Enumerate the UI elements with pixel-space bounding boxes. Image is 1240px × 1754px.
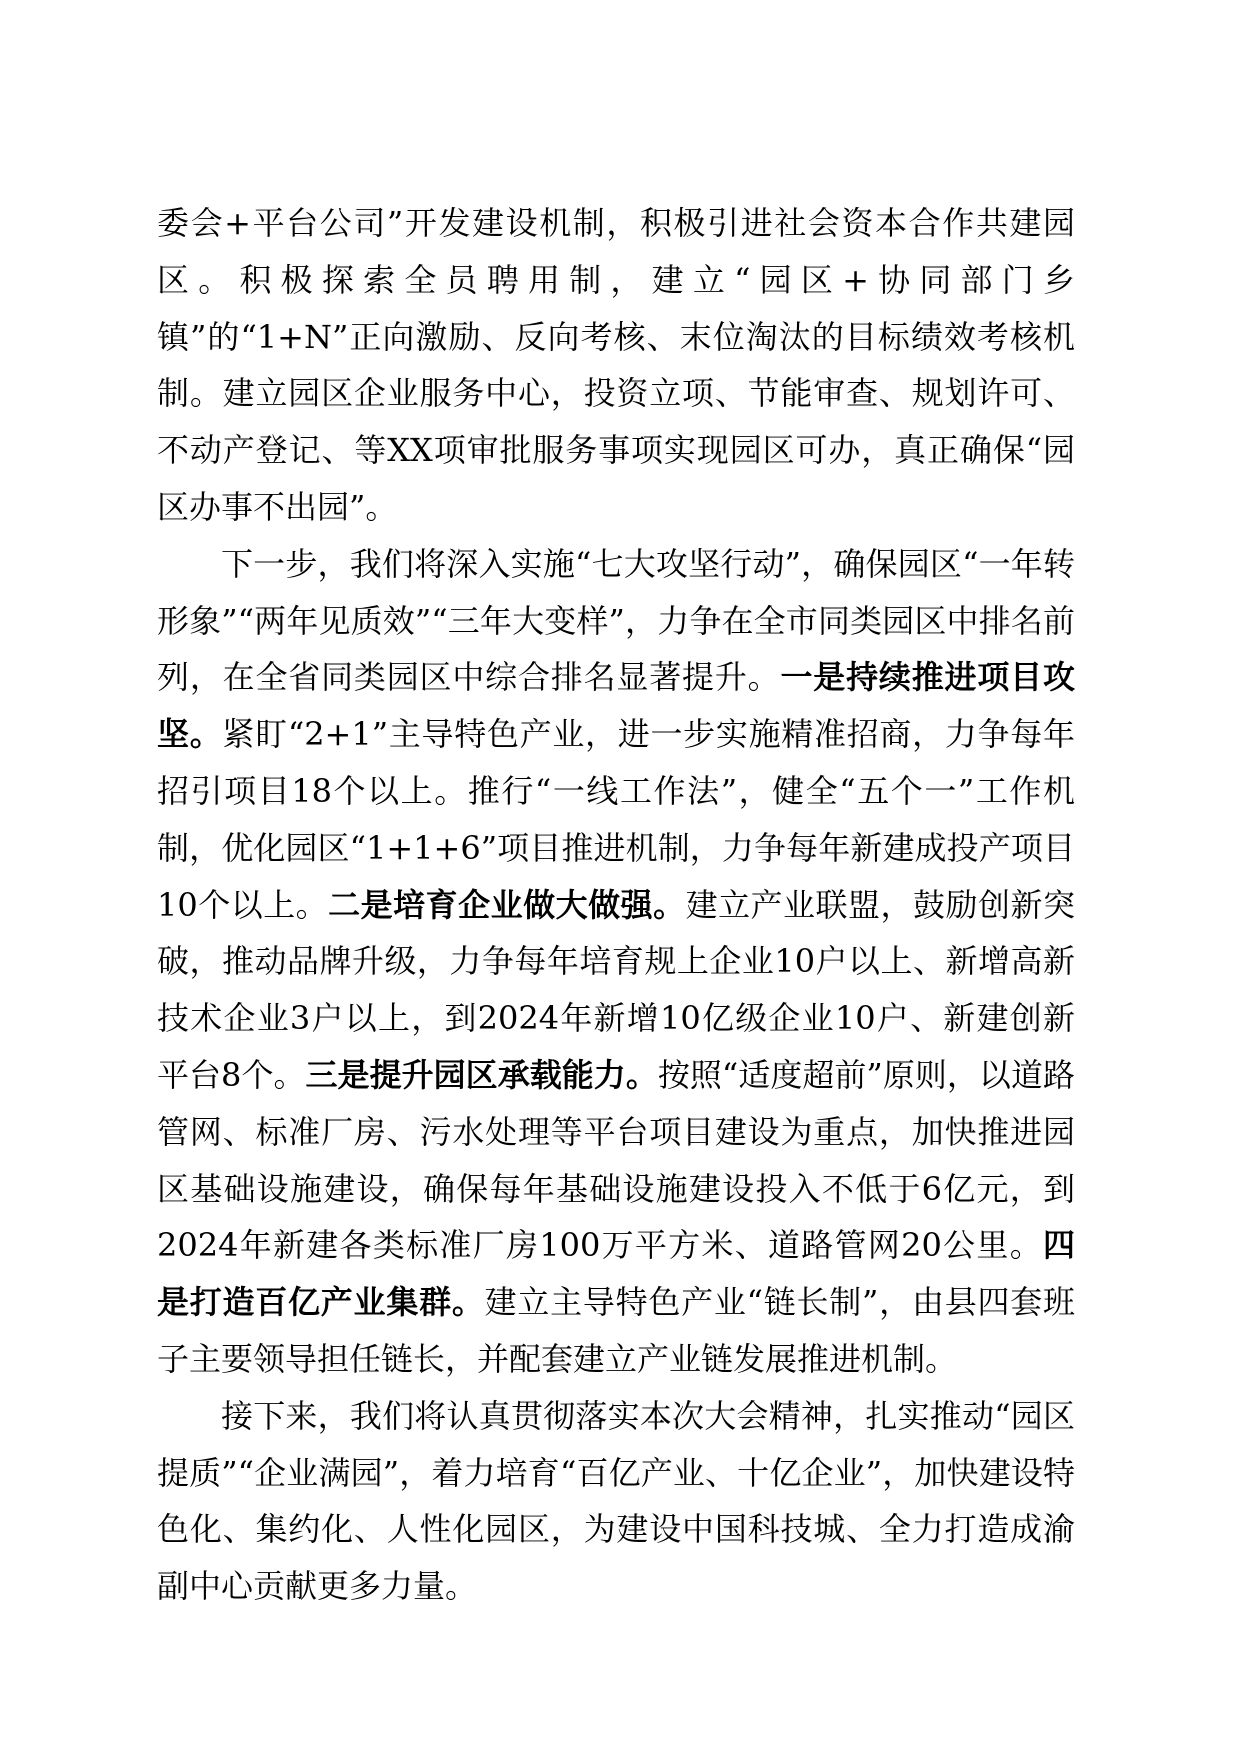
paragraph-conclusion bbox=[157, 1388, 1075, 1615]
paragraph-mechanism bbox=[157, 195, 1075, 536]
bold-heading-project: 一是持续推进项目攻坚。 bbox=[157, 658, 1075, 754]
paragraph-text: 接下来，我们将认真贯彻落实本次大会精神，扎实推动“园区提质”“企业满园”，着力培育“百亿产业、十亿企业”，加快建设特色化、集约化、人性化园区，为建设中国科技城、全力打造成渝副中心贡献更多力量。 bbox=[157, 1396, 1075, 1606]
paragraph-text: 按照“适度超前”原则，以道路管网、标准厂房、污水处理等平台项目建设为重点，加快推进园区基础设施建设，确保每年基础设施建设投入不低于6亿元，到2024年新建各类标准厂房100万平方米、道路管网20公里。 bbox=[157, 1055, 1075, 1265]
paragraph-text: 委会+平台公司”开发建设机制，积极引进社会资本合作共建园区。积极探索全员聘用制，建立“园区+协同部门乡镇”的“1+N”正向激励、反向考核、末位淘汰的目标绩效考核机制。建立园区企业服务中心，投资立项、节能审查、规划许可、不动产登记、等XX项审批服务事项实现园区可办，真正确保“园区办事不出园”。 bbox=[157, 204, 1075, 526]
paragraph-next-steps bbox=[157, 536, 1075, 1388]
paragraph-text: 建立主导特色产业“链长制”，由县四套班子主要领导担任链长，并配套建立产业链发展推进机制。 bbox=[157, 1283, 1075, 1378]
bold-heading-enterprise: 二是培育企业做大做强。 bbox=[328, 885, 686, 924]
paragraph-text: 建立产业联盟，鼓励创新突破，推动品牌升级，力争每年培育规上企业10户以上、新增高新技术企业3户以上，到2024年新增10亿级企业10户、新建创新平台8个。 bbox=[157, 885, 1075, 1094]
paragraph-text: 下一步，我们将深入实施“七大攻坚行动”，确保园区“一年转形象”“两年见质效”“三年大变样”，力争在全市同类园区中排名前列，在全省同类园区中综合排名显著提升。 bbox=[157, 544, 1075, 697]
document-page bbox=[157, 195, 1075, 1615]
paragraph-text: 紧盯“2+1”主导特色产业，进一步实施精准招商，力争每年招引项目18个以上。推行“一线工作法”，健全“五个一”工作机制，优化园区“1+1+6”项目推进机制，力争每年新建成投产项目10个以上。 bbox=[157, 715, 1075, 924]
bold-heading-capacity: 三是提升园区承载能力。 bbox=[305, 1055, 658, 1094]
bold-heading-cluster: 四是打造百亿产业集群。 bbox=[157, 1226, 1075, 1322]
